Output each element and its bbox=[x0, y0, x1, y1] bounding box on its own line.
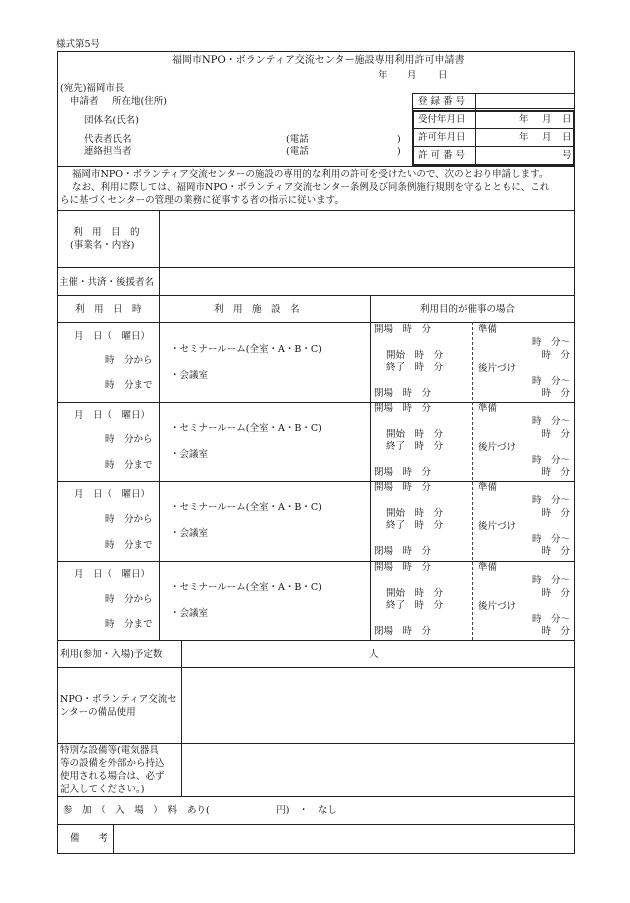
start-time: 開始 時 分 bbox=[386, 350, 444, 361]
slot-until: 時 分まで bbox=[105, 540, 153, 551]
close-time: 閉場 時 分 bbox=[374, 467, 432, 478]
prep-until: 時 分 bbox=[541, 350, 570, 361]
contact-tel-close: ) bbox=[397, 146, 401, 157]
attendance-label: 利用(参加・入場)予定数 bbox=[60, 649, 163, 660]
purpose-label: 利 用 目 的 bbox=[73, 227, 140, 238]
permitted-day: 日 bbox=[562, 132, 572, 143]
attendance-unit: 人 bbox=[369, 649, 379, 660]
special-line-4: 記入してください。) bbox=[60, 784, 145, 795]
seminar-room-option: ・セミナールーム(全室・A・B・C) bbox=[170, 502, 322, 513]
date-year-label: 年 bbox=[378, 70, 388, 81]
prep-from: 時 分～ bbox=[531, 495, 570, 506]
prep-from: 時 分～ bbox=[531, 416, 570, 427]
prep-label: 準備 bbox=[478, 482, 498, 493]
end-time: 終了 時 分 bbox=[386, 520, 444, 531]
special-line-2: 等の設備を外部から持込 bbox=[60, 758, 165, 769]
prep-until: 時 分 bbox=[541, 429, 570, 440]
addressee: (宛先)福岡市長 bbox=[60, 83, 125, 94]
cleanup-until: 時 分 bbox=[541, 388, 570, 399]
date-month-label: 月 bbox=[407, 70, 417, 81]
slot-from: 時 分から bbox=[105, 514, 153, 525]
meeting-room-option: ・会議室 bbox=[170, 528, 209, 539]
frame-top bbox=[57, 51, 574, 52]
close-time: 閉場 時 分 bbox=[374, 546, 432, 557]
start-time: 開始 時 分 bbox=[386, 508, 444, 519]
permit-no-label: 許 可 番 号 bbox=[418, 150, 466, 161]
slot-date: 月 日（ 曜日） bbox=[74, 331, 151, 342]
equipment-line-1: NPO・ボランティア交流セ bbox=[60, 694, 177, 705]
frame-bottom bbox=[57, 853, 575, 854]
reg-no-label: 登 録 番 号 bbox=[418, 96, 466, 107]
org-label: 団体名(氏名) bbox=[84, 115, 139, 126]
end-time: 終了 時 分 bbox=[386, 362, 444, 373]
permitted-year: 年 bbox=[519, 132, 529, 143]
meeting-room-option: ・会議室 bbox=[170, 370, 209, 381]
rep-tel-close: ) bbox=[397, 134, 401, 145]
seminar-room-option: ・セミナールーム(全室・A・B・C) bbox=[170, 582, 322, 593]
statement-line-2: なお、利用に際しては、福岡市NPO・ボランティア交流センター条例及び同条例施行規則を守るとともに、これ bbox=[72, 182, 550, 193]
cleanup-from: 時 分～ bbox=[531, 614, 570, 625]
header-facility: 利 用 施 設 名 bbox=[214, 304, 300, 315]
slot-from: 時 分から bbox=[105, 594, 153, 605]
cleanup-until: 時 分 bbox=[541, 546, 570, 557]
header-date: 利 用 日 時 bbox=[75, 304, 142, 315]
open-time: 開場 時 分 bbox=[374, 324, 432, 335]
fee-value: あり( 円) ・ なし bbox=[187, 805, 337, 816]
form-title: 福岡市NPO・ボランティア交流センター施設専用利用許可申請書 bbox=[172, 55, 465, 66]
close-time: 閉場 時 分 bbox=[374, 388, 432, 399]
permitted-month: 月 bbox=[542, 132, 552, 143]
received-day: 日 bbox=[562, 114, 572, 125]
received-label: 受付年月日 bbox=[418, 114, 466, 125]
contact-label: 連絡担当者 bbox=[84, 146, 132, 157]
slot-until: 時 分まで bbox=[105, 460, 153, 471]
prep-from: 時 分～ bbox=[531, 337, 570, 348]
cleanup-from: 時 分～ bbox=[531, 455, 570, 466]
slot-date: 月 日（ 曜日） bbox=[74, 489, 151, 500]
slot-until: 時 分まで bbox=[105, 380, 153, 391]
form-number: 様式第5号 bbox=[56, 39, 101, 50]
end-time: 終了 時 分 bbox=[386, 600, 444, 611]
permit-no-gou: 号 bbox=[562, 150, 572, 161]
contact-tel-open: (電話 bbox=[286, 146, 309, 157]
address-label: 所在地(住所) bbox=[112, 96, 167, 107]
cleanup-label: 後片づけ bbox=[478, 521, 517, 532]
purpose-sublabel: (事業名・内容) bbox=[70, 240, 135, 251]
seminar-room-option: ・セミナールーム(全室・A・B・C) bbox=[170, 423, 322, 434]
received-year: 年 bbox=[519, 114, 529, 125]
fee-label: 参 加 （ 入 場 ） 料 bbox=[63, 805, 178, 816]
organizer-label: 主催・共済・後援者名 bbox=[59, 277, 155, 288]
start-time: 開始 時 分 bbox=[386, 429, 444, 440]
prep-label: 準備 bbox=[478, 324, 498, 335]
open-time: 開場 時 分 bbox=[374, 482, 432, 493]
prep-until: 時 分 bbox=[541, 588, 570, 599]
cleanup-label: 後片づけ bbox=[478, 442, 517, 453]
seminar-room-option: ・セミナールーム(全室・A・B・C) bbox=[170, 344, 322, 355]
prep-until: 時 分 bbox=[541, 508, 570, 519]
cleanup-label: 後片づけ bbox=[478, 363, 517, 374]
slot-from: 時 分から bbox=[105, 355, 153, 366]
close-time: 閉場 時 分 bbox=[374, 626, 432, 637]
date-day-label: 日 bbox=[438, 70, 448, 81]
open-time: 開場 時 分 bbox=[374, 562, 432, 573]
cleanup-label: 後片づけ bbox=[478, 601, 517, 612]
cleanup-from: 時 分～ bbox=[531, 534, 570, 545]
meeting-room-option: ・会議室 bbox=[170, 449, 209, 460]
meeting-room-option: ・会議室 bbox=[170, 608, 209, 619]
prep-label: 準備 bbox=[478, 403, 498, 414]
end-time: 終了 時 分 bbox=[386, 441, 444, 452]
received-month: 月 bbox=[542, 114, 552, 125]
frame-left bbox=[57, 51, 58, 853]
slot-date: 月 日（ 曜日） bbox=[74, 569, 151, 580]
remarks-label: 備 考 bbox=[70, 833, 109, 844]
statement-line-1: 福岡市NPO・ボランティア交流センターの施設の専用的な利用の許可を受けたいので、次のとおり申請します。 bbox=[72, 169, 549, 180]
special-line-3: 使用される場合は、必ず bbox=[60, 771, 165, 782]
equipment-line-2: ンターの備品使用 bbox=[60, 707, 136, 718]
prep-label: 準備 bbox=[478, 562, 498, 573]
cleanup-until: 時 分 bbox=[541, 626, 570, 637]
slot-from: 時 分から bbox=[105, 434, 153, 445]
open-time: 開場 時 分 bbox=[374, 403, 432, 414]
frame-right bbox=[574, 51, 575, 853]
applicant-label: 申請者 bbox=[70, 96, 99, 107]
cleanup-until: 時 分 bbox=[541, 467, 570, 478]
slot-until: 時 分まで bbox=[105, 619, 153, 630]
cleanup-from: 時 分～ bbox=[531, 376, 570, 387]
permitted-label: 許可年月日 bbox=[418, 132, 466, 143]
special-line-1: 特別な設備等(電気器具 bbox=[60, 745, 159, 756]
prep-from: 時 分～ bbox=[531, 575, 570, 586]
start-time: 開始 時 分 bbox=[386, 588, 444, 599]
rep-tel-open: (電話 bbox=[286, 134, 309, 145]
slot-date: 月 日（ 曜日） bbox=[74, 410, 151, 421]
header-event: 利用目的が催事の場合 bbox=[420, 304, 516, 315]
rep-label: 代表者氏名 bbox=[84, 134, 132, 145]
statement-line-3: らに基づくセンターの管理の業務に従事する者の指示に従います。 bbox=[60, 195, 344, 206]
